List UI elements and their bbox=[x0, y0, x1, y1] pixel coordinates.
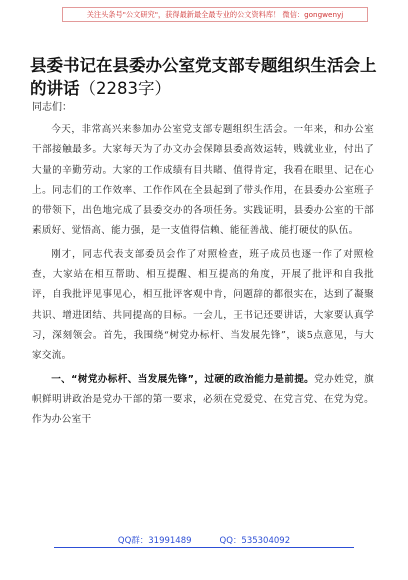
section-heading: 一、“树党办标杆、当发展先锋”，过硬的政治能力是前提。 bbox=[51, 373, 315, 385]
title-text: 县委书记在县委办公室党支部专题组织生活会上的讲话 bbox=[30, 56, 377, 98]
document-body bbox=[32, 120, 374, 433]
paragraph: 今天，非常高兴来参加办公室党支部专题组织生活会。一年来，和办公室干部接触最多。大家每天为了办文办会保障县委高效运转，贱就业业，付出了大量的辛勤劳动。大家的工作成绩有目共睹、值得肯定，我看在眼里、记在心上。同志们的工作效率、工作作风在全县起到了带头作用，在县委办公室班子的带领下，出色地完成了县委交办的各项任务。实践证明，县委办公室的干部素质好、觉悟高、能力强，是一支值得信赖、能征善战、能打硬仗的队伍。 bbox=[32, 124, 374, 237]
salutation: 同志们： bbox=[32, 102, 72, 113]
footer-qq-group: QQ群：31991489 bbox=[117, 536, 192, 546]
section-paragraph bbox=[32, 370, 374, 431]
paragraph: 刚才，同志代表支部委员会作了对照检查，班子成员也逐一作了对照检查，大家站在相互帮助、相互提醒、相互提高的角度，开展了批评和自我批评，自我批评见事见心，相互批评客观中肯，问题辞的都很实在，达到了凝聚共识、增进团结、共同提高的目标。一会儿，王书记还要讲话，大家要认真学习，深刻领会。首先，我围绕“树党办标杆、当发展先锋”，谈5点意见，与大家交流。 bbox=[32, 248, 374, 362]
footer-divider bbox=[54, 547, 354, 548]
page-title bbox=[30, 54, 382, 100]
footer-qq: QQ：535304092 bbox=[219, 536, 291, 546]
footer bbox=[0, 534, 408, 546]
header-banner: 关注头条号"公文研究"，获得最新最全最专业的公文资料库！ 微信：gongwenyj bbox=[62, 7, 368, 22]
word-count: （2283字） bbox=[79, 79, 171, 98]
section-text: 党办姓党，旗帜鲜明讲政治是党办干部的第一要求，必须在党爱党、在党言党、在党为党。作为办公室干 bbox=[32, 373, 374, 426]
